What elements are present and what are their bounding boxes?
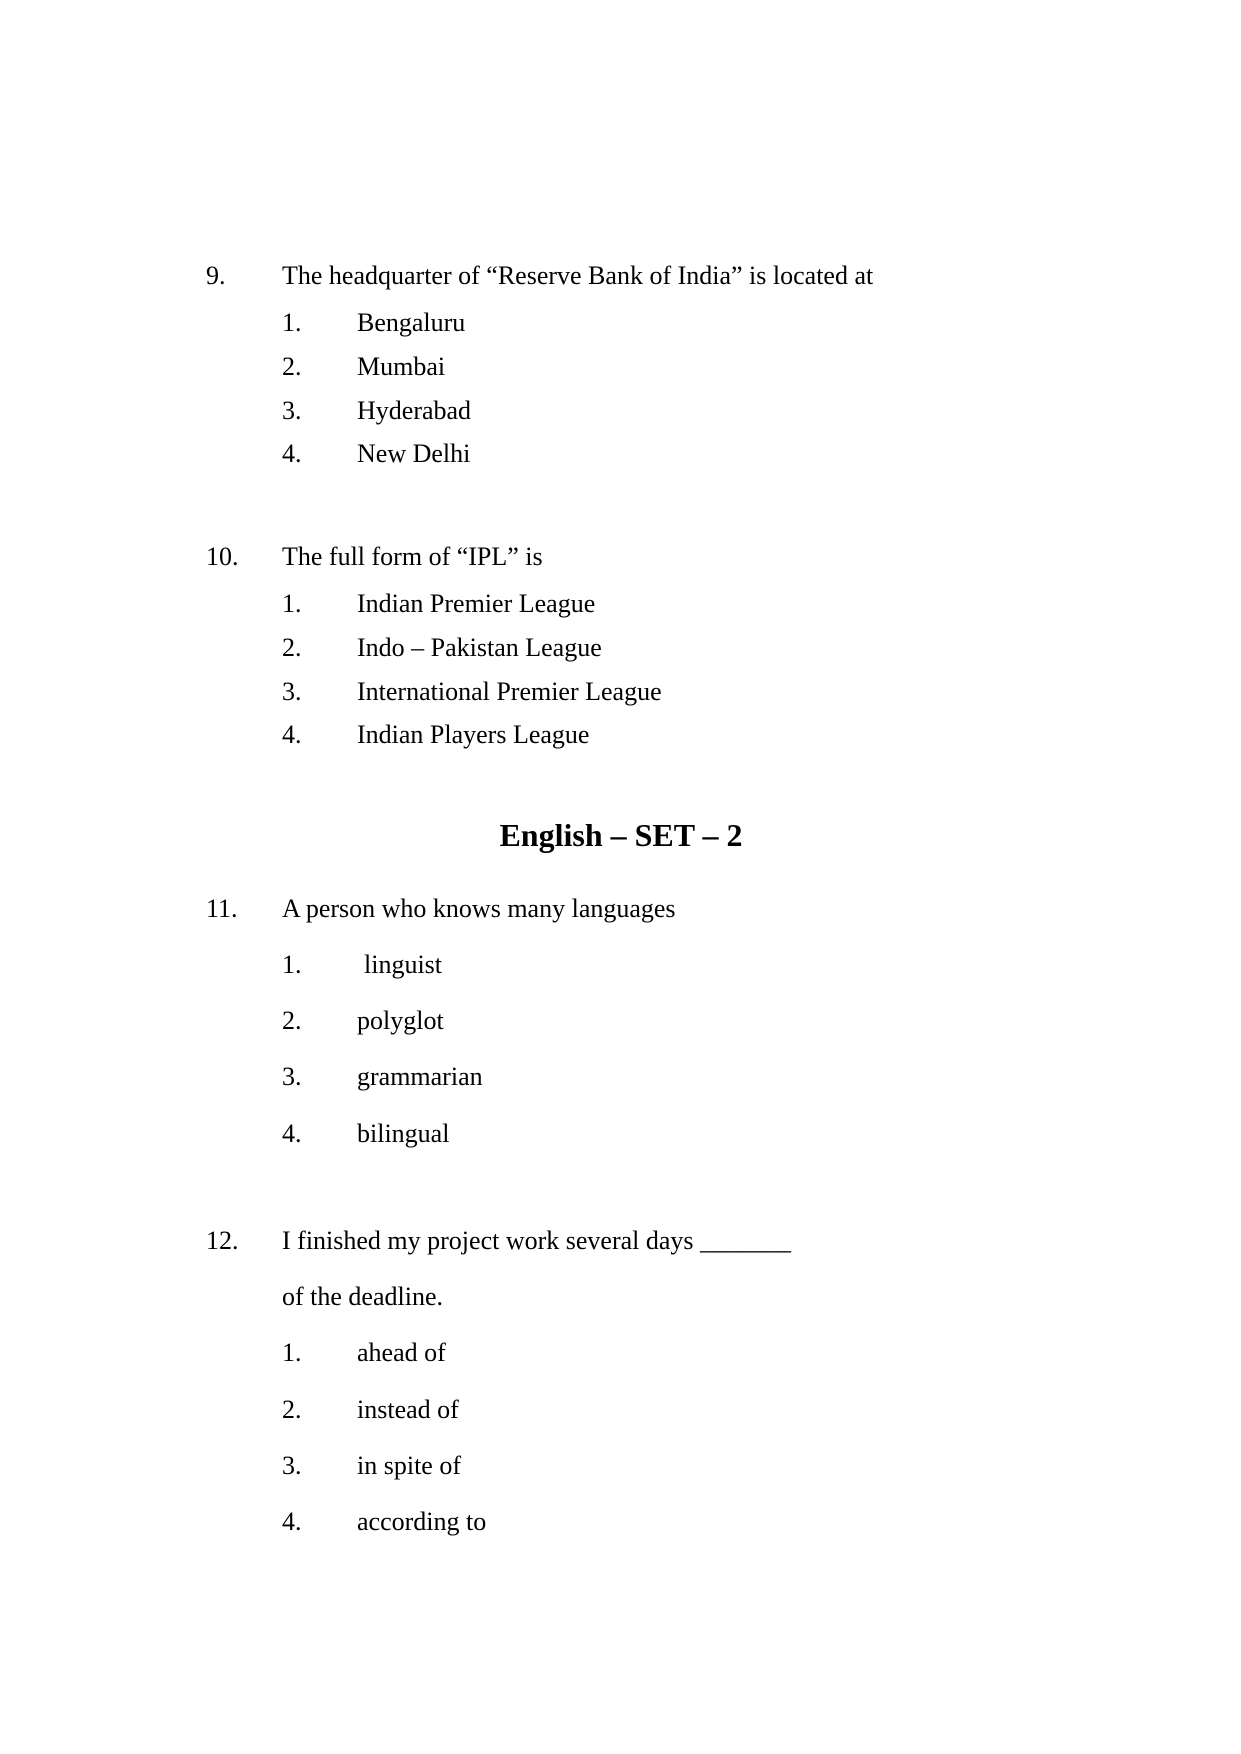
q10-option-4-number: 4.	[282, 720, 302, 749]
question-9-number: 9.	[206, 261, 226, 290]
q10-option-2-number: 2.	[282, 633, 302, 662]
q10-option-4-text: Indian Players League	[357, 720, 590, 749]
question-11-text: A person who knows many languages	[282, 894, 676, 923]
q9-option-3-number: 3.	[282, 396, 302, 425]
q11-option-1-text: linguist	[364, 950, 443, 979]
q12-option-2-text: instead of	[357, 1395, 459, 1424]
q12-option-2-number: 2.	[282, 1395, 302, 1424]
q11-option-3-number: 3.	[282, 1062, 302, 1091]
q9-option-1-text: Bengaluru	[357, 308, 466, 337]
q10-option-1-number: 1.	[282, 589, 302, 618]
q11-option-2-text: polyglot	[357, 1006, 444, 1035]
q12-option-4-text: according to	[357, 1507, 487, 1536]
q9-option-1-number: 1.	[282, 308, 302, 337]
q9-option-2-text: Mumbai	[357, 352, 446, 381]
question-10-text: The full form of “IPL” is	[282, 542, 543, 571]
q11-option-4-text: bilingual	[357, 1119, 450, 1148]
q10-option-3-text: International Premier League	[357, 677, 662, 706]
q12-option-3-number: 3.	[282, 1451, 302, 1480]
question-12-text-line2: of the deadline.	[282, 1282, 443, 1311]
q12-option-4-number: 4.	[282, 1507, 302, 1536]
q9-option-4-number: 4.	[282, 439, 302, 468]
q12-option-1-text: ahead of	[357, 1338, 446, 1367]
q11-option-2-number: 2.	[282, 1006, 302, 1035]
q10-option-1-text: Indian Premier League	[357, 589, 596, 618]
q12-option-1-number: 1.	[282, 1338, 302, 1367]
q9-option-3-text: Hyderabad	[357, 396, 472, 425]
question-12-text-line1: I finished my project work several days _______	[282, 1226, 792, 1255]
q11-option-4-number: 4.	[282, 1119, 302, 1148]
question-10-number: 10.	[206, 542, 239, 571]
q10-option-2-text: Indo – Pakistan League	[357, 633, 602, 662]
q11-option-3-text: grammarian	[357, 1062, 483, 1091]
q11-option-1-number: 1.	[282, 950, 302, 979]
q9-option-4-text: New Delhi	[357, 439, 471, 468]
question-9-text: The headquarter of “Reserve Bank of India” is located at	[282, 261, 874, 290]
q10-option-3-number: 3.	[282, 677, 302, 706]
question-12-number: 12.	[206, 1226, 239, 1255]
q9-option-2-number: 2.	[282, 352, 302, 381]
question-11-number: 11.	[206, 894, 238, 923]
q12-option-3-text: in spite of	[357, 1451, 461, 1480]
section-heading: English – SET – 2	[499, 817, 743, 853]
